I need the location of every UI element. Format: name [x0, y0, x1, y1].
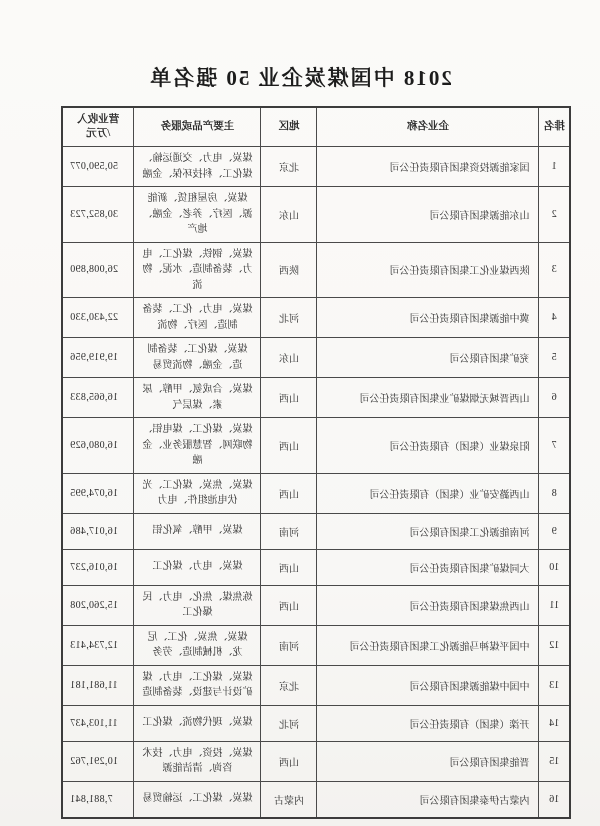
revenue-cell: 19,919,956: [62, 338, 134, 378]
company-cell: 开滦（集团）有限责任公司: [317, 705, 539, 741]
page-title: 2018 中国煤炭企业 50 强名单: [148, 66, 452, 90]
revenue-cell: 11,103,437: [62, 705, 134, 741]
region-cell: 山西: [261, 585, 317, 625]
rank-cell: 6: [539, 378, 570, 418]
revenue-cell: 11,681,181: [62, 665, 134, 705]
products-cell: 煤炭、焦炭、煤化工、光伏电池组件、电力: [134, 473, 261, 513]
company-cell: 晋能集团有限公司: [317, 741, 539, 781]
products-cell: 煤炭、房屋租赁、新能源、医疗、养老、金融、地产: [134, 187, 261, 243]
revenue-cell: 15,260,208: [62, 585, 134, 625]
rank-cell: 14: [539, 705, 570, 741]
table-row: [62, 705, 570, 741]
company-cell: 阳泉煤业（集团）有限责任公司: [317, 418, 539, 474]
products-cell: 煤炭、煤化工、煤电铝、物联网、智慧服务业、金融: [134, 418, 261, 474]
rank-cell: 12: [539, 625, 570, 665]
table-row: [62, 298, 570, 338]
rank-cell: 15: [539, 741, 570, 781]
region-cell: 山东: [261, 338, 317, 378]
table-row: [62, 242, 570, 298]
region-cell: 河北: [261, 298, 317, 338]
products-cell: 煤炭、电力、煤化工: [134, 549, 261, 585]
region-cell: 山西: [261, 418, 317, 474]
products-cell: 煤炭、电力、交通运输、煤化工、科技环保、金融: [134, 147, 261, 187]
company-cell: 内蒙古伊泰集团有限公司: [317, 781, 539, 818]
rank-cell: 7: [539, 418, 570, 474]
revenue-cell: 12,734,413: [62, 625, 134, 665]
company-cell: 冀中能源集团有限责任公司: [317, 298, 539, 338]
table-row: [62, 338, 570, 378]
company-cell: 大同煤矿集团有限责任公司: [317, 549, 539, 585]
header-region: 地区: [261, 107, 317, 147]
table-row: [62, 625, 570, 665]
region-cell: 山西: [261, 741, 317, 781]
region-cell: 内蒙古: [261, 781, 317, 818]
company-cell: 中国中煤能源集团有限公司: [317, 665, 539, 705]
revenue-cell: 7,881,841: [62, 781, 134, 818]
revenue-cell: 16,016,237: [62, 549, 134, 585]
revenue-cell: 10,291,762: [62, 741, 134, 781]
header-rank: 排名: [539, 107, 570, 147]
header-revenue-line2: /万元: [86, 128, 111, 139]
products-cell: 煤炭、甲醇、氧化铝: [134, 513, 261, 549]
region-cell: 陕西: [261, 242, 317, 298]
revenue-cell: 16,074,995: [62, 473, 134, 513]
rank-cell: 10: [539, 549, 570, 585]
company-cell: 兖矿集团有限公司: [317, 338, 539, 378]
revenue-cell: 16,017,486: [62, 513, 134, 549]
ranking-table: [61, 106, 571, 819]
table-body: [62, 147, 570, 818]
company-cell: 河南能源化工集团有限公司: [317, 513, 539, 549]
products-cell: 煤炭、煤化工、装备制造、金融、物流贸易: [134, 338, 261, 378]
company-cell: 山西焦煤集团有限责任公司: [317, 585, 539, 625]
products-cell: 煤炭、合成氨、甲醇、尿素、煤层气: [134, 378, 261, 418]
table-row: [62, 513, 570, 549]
company-cell: 山西潞安矿业（集团）有限责任公司: [317, 473, 539, 513]
products-cell: 煤炭、煤化工、运输贸易: [134, 781, 261, 818]
table-row: [62, 741, 570, 781]
products-cell: 煤炭、煤化工、电力、煤矿设计与建设、装备制造: [134, 665, 261, 705]
table-row: [62, 147, 570, 187]
table-row: [62, 187, 570, 243]
region-cell: 山东: [261, 187, 317, 243]
rank-cell: 5: [539, 338, 570, 378]
header-products: 主要产品或服务: [134, 107, 261, 147]
products-cell: 煤炭、现代物流、煤化工: [134, 705, 261, 741]
products-cell: 煤炭、投资、电力、技术咨询、清洁能源: [134, 741, 261, 781]
rank-cell: 13: [539, 665, 570, 705]
table-row: [62, 378, 570, 418]
table-header-row: [62, 107, 570, 147]
rank-cell: 1: [539, 147, 570, 187]
table-row: [62, 549, 570, 585]
company-cell: 山西晋城无烟煤矿业集团有限责任公司: [317, 378, 539, 418]
region-cell: 河北: [261, 705, 317, 741]
rank-cell: 9: [539, 513, 570, 549]
region-cell: 山西: [261, 473, 317, 513]
products-cell: 煤炭、电力、化工、装备制造、医疗、物流: [134, 298, 261, 338]
products-cell: 煤炭、焦炭、化工、尼龙、机械制造、劳务: [134, 625, 261, 665]
table-header: [62, 107, 570, 147]
table-row: [62, 781, 570, 818]
table-row: [62, 585, 570, 625]
table-row: [62, 665, 570, 705]
revenue-cell: 30,852,723: [62, 187, 134, 243]
rank-cell: 2: [539, 187, 570, 243]
header-revenue: [62, 107, 134, 147]
region-cell: 山西: [261, 378, 317, 418]
products-cell: 煤炭、钢铁、煤化工、电力、装备制造、水泥、物流: [134, 242, 261, 298]
revenue-cell: 22,430,330: [62, 298, 134, 338]
rank-cell: 11: [539, 585, 570, 625]
company-cell: 山东能源集团有限公司: [317, 187, 539, 243]
region-cell: 北京: [261, 665, 317, 705]
rank-cell: 16: [539, 781, 570, 818]
header-revenue-line1: 营业收入: [77, 113, 120, 125]
table-row: [62, 473, 570, 513]
revenue-cell: 16,665,833: [62, 378, 134, 418]
revenue-cell: 16,080,629: [62, 418, 134, 474]
header-company: 企业名称: [317, 107, 539, 147]
rank-cell: 4: [539, 298, 570, 338]
revenue-cell: 26,008,890: [62, 242, 134, 298]
products-cell: 炼焦煤、焦化、电力、民爆化工: [134, 585, 261, 625]
region-cell: 河南: [261, 625, 317, 665]
region-cell: 河南: [261, 513, 317, 549]
revenue-cell: 50,590,077: [62, 147, 134, 187]
rank-cell: 3: [539, 242, 570, 298]
table-row: [62, 418, 570, 474]
company-cell: 中国平煤神马能源化工集团有限责任公司: [317, 625, 539, 665]
company-cell: 陕西煤业化工集团有限责任公司: [317, 242, 539, 298]
region-cell: 山西: [261, 549, 317, 585]
company-cell: 国家能源投资集团有限责任公司: [317, 147, 539, 187]
region-cell: 北京: [261, 147, 317, 187]
rank-cell: 8: [539, 473, 570, 513]
